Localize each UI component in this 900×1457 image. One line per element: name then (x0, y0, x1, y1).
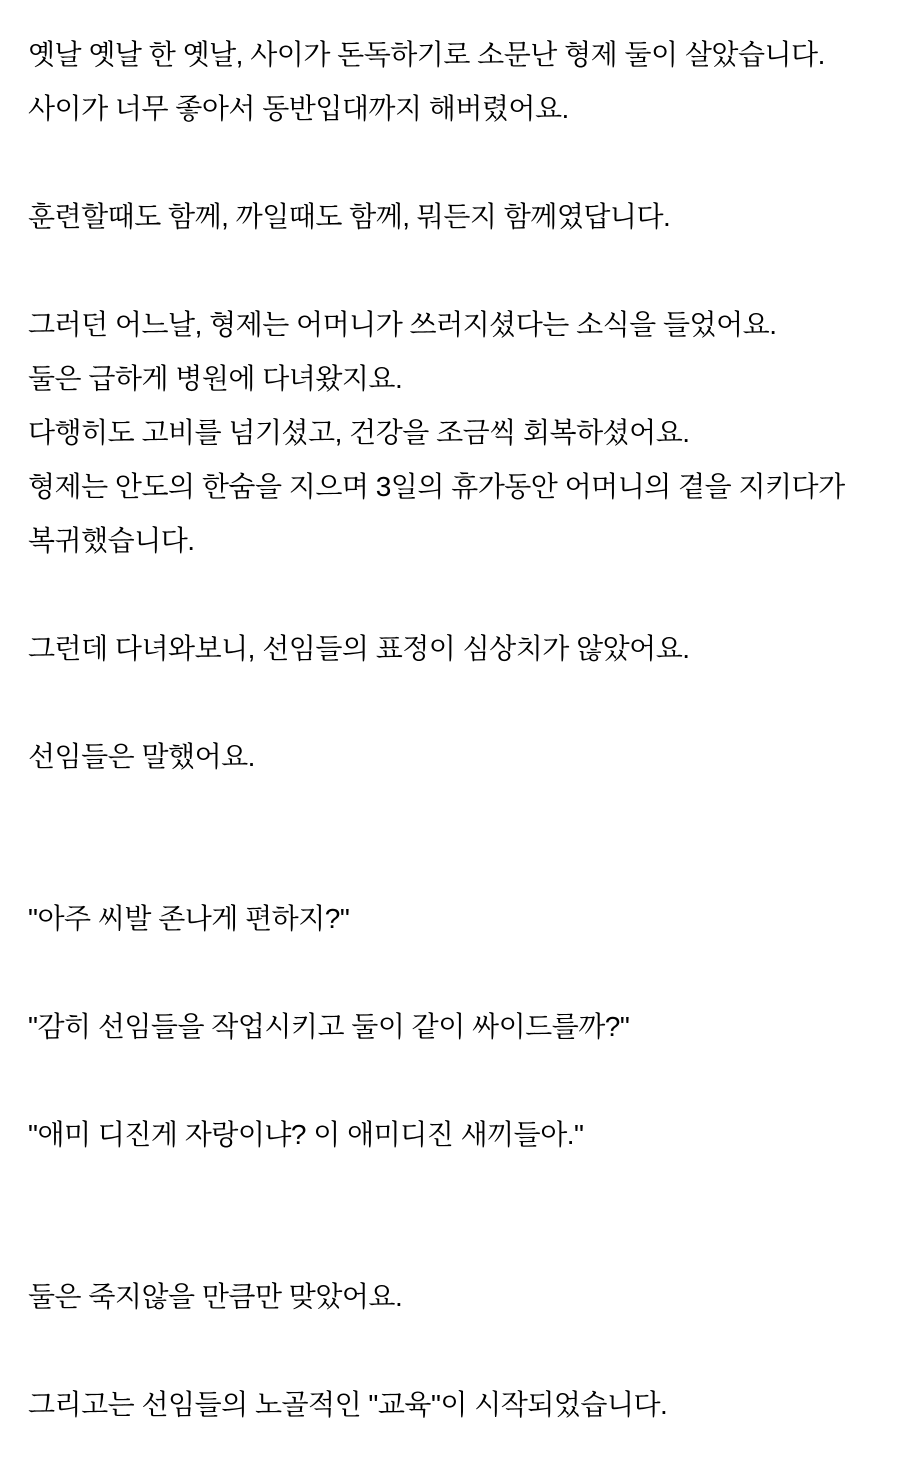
blank-line (28, 676, 880, 730)
blank-line (28, 1324, 880, 1378)
blank-line (28, 244, 880, 298)
blank-line (28, 784, 880, 838)
blank-line (28, 946, 880, 1000)
text-line: 둘은 급하게 병원에 다녀왔지요. (28, 363, 403, 394)
text-line: 훈련할때도 함께, 까일때도 함께, 뭐든지 함께였답니다. (28, 201, 671, 232)
text-line: 형제는 안도의 한숨을 지으며 3일의 휴가동안 어머니의 곁을 지키다가 (28, 471, 845, 502)
text-line: 사이가 너무 좋아서 동반입대까지 해버렸어요. (28, 93, 569, 124)
text-line: 그러던 어느날, 형제는 어머니가 쓰러지셨다는 소식을 들었어요. (28, 309, 777, 340)
text-line: 둘은 죽지않을 만큼만 맞았어요. (28, 1281, 403, 1312)
text-line: 선임들은 말했어요. (28, 741, 255, 772)
blank-line (28, 1216, 880, 1270)
story-text-body (28, 28, 880, 1432)
text-line: 옛날 옛날 한 옛날, 사이가 돈독하기로 소문난 형제 둘이 살았습니다. (28, 39, 825, 70)
blank-line (28, 838, 880, 892)
text-line: 복귀했습니다. (28, 525, 195, 556)
blank-line (28, 568, 880, 622)
text-line: "아주 씨발 존나게 편하지?" (28, 903, 350, 934)
text-line: 다행히도 고비를 넘기셨고, 건강을 조금씩 회복하셨어요. (28, 417, 690, 448)
blank-line (28, 1054, 880, 1108)
text-line: 그리고는 선임들의 노골적인 "교육"이 시작되었습니다. (28, 1389, 668, 1420)
text-line: "감히 선임들을 작업시키고 둘이 같이 싸이드를까?" (28, 1011, 630, 1042)
blank-line (28, 136, 880, 190)
text-line: 그런데 다녀와보니, 선임들의 표정이 심상치가 않았어요. (28, 633, 690, 664)
text-line: "애미 디진게 자랑이냐? 이 애미디진 새끼들아." (28, 1119, 584, 1150)
blank-line (28, 1162, 880, 1216)
